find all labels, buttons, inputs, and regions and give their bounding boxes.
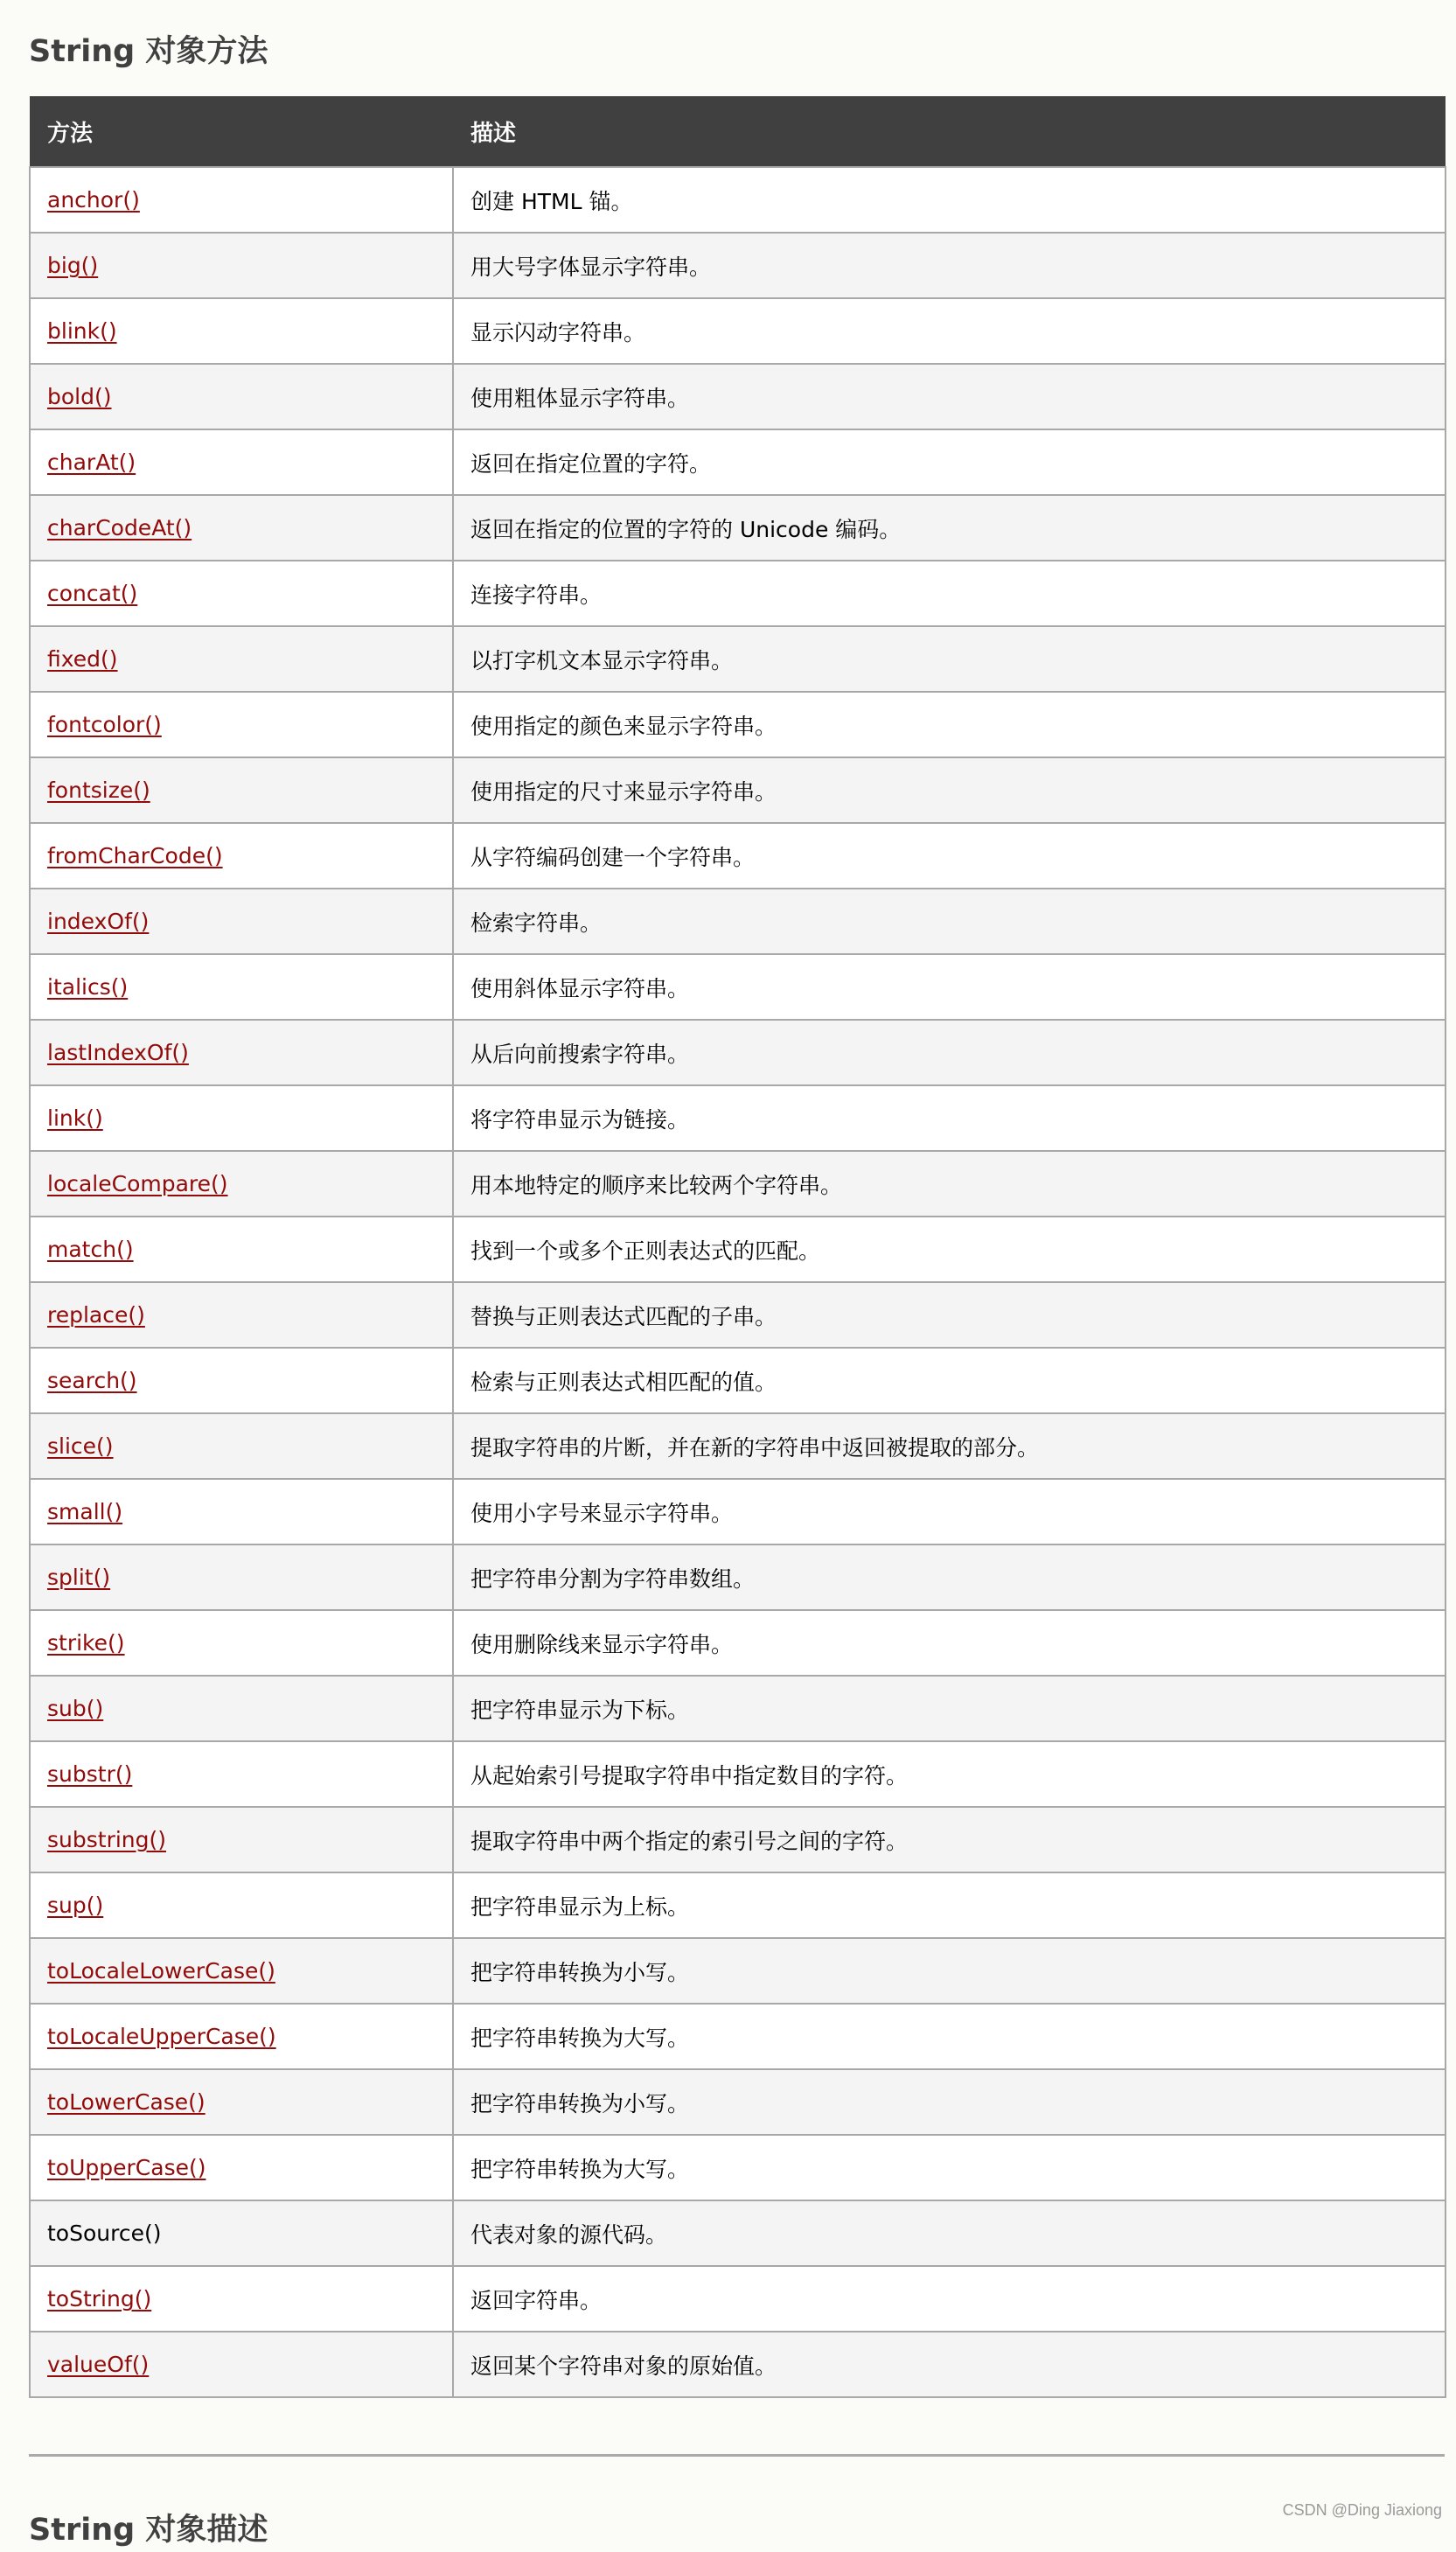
- description-cell: 返回在指定位置的字符。: [453, 429, 1446, 495]
- table-row: [30, 1085, 1446, 1151]
- method-cell: [30, 364, 453, 429]
- method-link[interactable]: fixed(): [47, 646, 118, 672]
- method-cell: [30, 2004, 453, 2069]
- method-cell: [30, 1807, 453, 1872]
- table-row: [30, 1413, 1446, 1479]
- method-link[interactable]: toUpperCase(): [47, 2155, 206, 2180]
- method-link[interactable]: bold(): [47, 384, 112, 409]
- method-link[interactable]: fromCharCode(): [47, 843, 223, 868]
- method-link[interactable]: toString(): [47, 2286, 152, 2311]
- method-cell: [30, 1544, 453, 1610]
- method-link[interactable]: search(): [47, 1368, 137, 1393]
- method-link[interactable]: toLocaleLowerCase(): [47, 1958, 275, 1984]
- method-link[interactable]: slice(): [47, 1433, 114, 1459]
- next-section-title: String 对象描述: [29, 2513, 268, 2548]
- table-row: [30, 1938, 1446, 2004]
- table-row: [30, 2135, 1446, 2200]
- table-body: [30, 167, 1446, 2397]
- method-link[interactable]: localeCompare(): [47, 1171, 228, 1196]
- description-cell: 提取字符串中两个指定的索引号之间的字符。: [453, 1807, 1446, 1872]
- description-cell: 使用粗体显示字符串。: [453, 364, 1446, 429]
- method-cell: [30, 823, 453, 889]
- method-cell: [30, 1938, 453, 2004]
- method-name: toSource(): [47, 2221, 162, 2246]
- method-cell: [30, 561, 453, 626]
- table-row: [30, 626, 1446, 692]
- method-link[interactable]: small(): [47, 1499, 123, 1524]
- description-cell: 以打字机文本显示字符串。: [453, 626, 1446, 692]
- table-header-row: [30, 96, 1446, 167]
- method-cell: [30, 1479, 453, 1544]
- description-cell: 将字符串显示为链接。: [453, 1085, 1446, 1151]
- table-row: [30, 1872, 1446, 1938]
- description-cell: 把字符串显示为上标。: [453, 1872, 1446, 1938]
- method-cell: [30, 2135, 453, 2200]
- table-row: [30, 429, 1446, 495]
- method-link[interactable]: toLowerCase(): [47, 2089, 206, 2115]
- method-link[interactable]: match(): [47, 1237, 134, 1262]
- method-cell: [30, 1741, 453, 1807]
- table-row: [30, 823, 1446, 889]
- column-header-method: 方法: [30, 96, 453, 167]
- method-link[interactable]: charCodeAt(): [47, 515, 192, 540]
- description-cell: 显示闪动字符串。: [453, 298, 1446, 364]
- method-cell: [30, 889, 453, 954]
- table-row: [30, 1348, 1446, 1413]
- column-header-description: 描述: [453, 96, 1446, 167]
- method-link[interactable]: substr(): [47, 1761, 133, 1787]
- table-row: [30, 2200, 1446, 2266]
- table-row: [30, 1020, 1446, 1085]
- description-cell: 检索字符串。: [453, 889, 1446, 954]
- method-link[interactable]: charAt(): [47, 450, 136, 475]
- method-link[interactable]: sup(): [47, 1893, 104, 1918]
- description-cell: 代表对象的源代码。: [453, 2200, 1446, 2266]
- method-link[interactable]: toLocaleUpperCase(): [47, 2024, 276, 2049]
- method-link[interactable]: lastIndexOf(): [47, 1040, 189, 1065]
- method-link[interactable]: sub(): [47, 1696, 104, 1721]
- method-cell: [30, 2332, 453, 2397]
- description-cell: 把字符串转换为大写。: [453, 2004, 1446, 2069]
- description-cell: 从起始索引号提取字符串中指定数目的字符。: [453, 1741, 1446, 1807]
- horizontal-rule: [29, 2454, 1445, 2457]
- table-row: [30, 2266, 1446, 2332]
- description-cell: 替换与正则表达式匹配的子串。: [453, 1282, 1446, 1348]
- table-row: [30, 1676, 1446, 1741]
- description-cell: 返回在指定的位置的字符的 Unicode 编码。: [453, 495, 1446, 561]
- table-row: [30, 2069, 1446, 2135]
- method-cell: [30, 1413, 453, 1479]
- description-cell: 把字符串转换为小写。: [453, 1938, 1446, 2004]
- description-cell: 返回字符串。: [453, 2266, 1446, 2332]
- table-row: [30, 1282, 1446, 1348]
- method-cell: [30, 2069, 453, 2135]
- description-cell: 找到一个或多个正则表达式的匹配。: [453, 1217, 1446, 1282]
- description-cell: 提取字符串的片断，并在新的字符串中返回被提取的部分。: [453, 1413, 1446, 1479]
- method-cell: [30, 429, 453, 495]
- method-cell: [30, 1085, 453, 1151]
- string-methods-table: [29, 96, 1446, 2398]
- description-cell: 使用小字号来显示字符串。: [453, 1479, 1446, 1544]
- table-row: [30, 889, 1446, 954]
- page-title: String 对象方法: [29, 34, 268, 69]
- table-row: [30, 1544, 1446, 1610]
- method-cell: [30, 495, 453, 561]
- method-link[interactable]: anchor(): [47, 187, 140, 213]
- method-cell: [30, 1282, 453, 1348]
- table-row: [30, 1479, 1446, 1544]
- description-cell: 把字符串转换为大写。: [453, 2135, 1446, 2200]
- table-row: [30, 692, 1446, 757]
- method-cell: [30, 2266, 453, 2332]
- table-row: [30, 757, 1446, 823]
- description-cell: 使用指定的尺寸来显示字符串。: [453, 757, 1446, 823]
- method-cell: [30, 692, 453, 757]
- table-row: [30, 1217, 1446, 1282]
- method-cell: [30, 233, 453, 298]
- table-row: [30, 298, 1446, 364]
- table-row: [30, 167, 1446, 233]
- table-row: [30, 2332, 1446, 2397]
- method-link[interactable]: substring(): [47, 1827, 167, 1852]
- method-link[interactable]: strike(): [47, 1630, 125, 1656]
- table-row: [30, 1151, 1446, 1217]
- method-cell: [30, 1610, 453, 1676]
- description-cell: 使用斜体显示字符串。: [453, 954, 1446, 1020]
- method-cell: [30, 1217, 453, 1282]
- table-row: [30, 1610, 1446, 1676]
- description-cell: 用本地特定的顺序来比较两个字符串。: [453, 1151, 1446, 1217]
- method-cell: [30, 1676, 453, 1741]
- description-cell: 创建 HTML 锚。: [453, 167, 1446, 233]
- description-cell: 从后向前搜索字符串。: [453, 1020, 1446, 1085]
- description-cell: 使用指定的颜色来显示字符串。: [453, 692, 1446, 757]
- method-cell: [30, 954, 453, 1020]
- table-row: [30, 2004, 1446, 2069]
- description-cell: 把字符串显示为下标。: [453, 1676, 1446, 1741]
- table-row: [30, 364, 1446, 429]
- method-link[interactable]: valueOf(): [47, 2352, 150, 2377]
- description-cell: 从字符编码创建一个字符串。: [453, 823, 1446, 889]
- description-cell: 连接字符串。: [453, 561, 1446, 626]
- method-cell: [30, 1020, 453, 1085]
- method-link[interactable]: fontcolor(): [47, 712, 162, 737]
- table-row: [30, 1807, 1446, 1872]
- table-row: [30, 1741, 1446, 1807]
- method-link[interactable]: link(): [47, 1105, 103, 1131]
- description-cell: 用大号字体显示字符串。: [453, 233, 1446, 298]
- method-link[interactable]: big(): [47, 253, 99, 278]
- method-link[interactable]: blink(): [47, 318, 117, 344]
- table-row: [30, 495, 1446, 561]
- watermark: CSDN @Ding Jiaxiong: [1282, 2501, 1442, 2519]
- table-row: [30, 233, 1446, 298]
- description-cell: 检索与正则表达式相匹配的值。: [453, 1348, 1446, 1413]
- method-cell: [30, 757, 453, 823]
- method-link[interactable]: fontsize(): [47, 777, 150, 803]
- method-link[interactable]: split(): [47, 1565, 111, 1590]
- method-cell: [30, 626, 453, 692]
- method-link[interactable]: replace(): [47, 1302, 145, 1328]
- method-link[interactable]: concat(): [47, 581, 138, 606]
- method-cell: [30, 1151, 453, 1217]
- method-cell: [30, 1872, 453, 1938]
- method-cell: [30, 298, 453, 364]
- method-link[interactable]: italics(): [47, 974, 129, 1000]
- method-link[interactable]: indexOf(): [47, 909, 150, 934]
- method-cell: [30, 167, 453, 233]
- table-row: [30, 954, 1446, 1020]
- table-row: [30, 561, 1446, 626]
- description-cell: 把字符串转换为小写。: [453, 2069, 1446, 2135]
- method-cell: [30, 2200, 453, 2266]
- method-cell: [30, 1348, 453, 1413]
- description-cell: 返回某个字符串对象的原始值。: [453, 2332, 1446, 2397]
- description-cell: 把字符串分割为字符串数组。: [453, 1544, 1446, 1610]
- description-cell: 使用删除线来显示字符串。: [453, 1610, 1446, 1676]
